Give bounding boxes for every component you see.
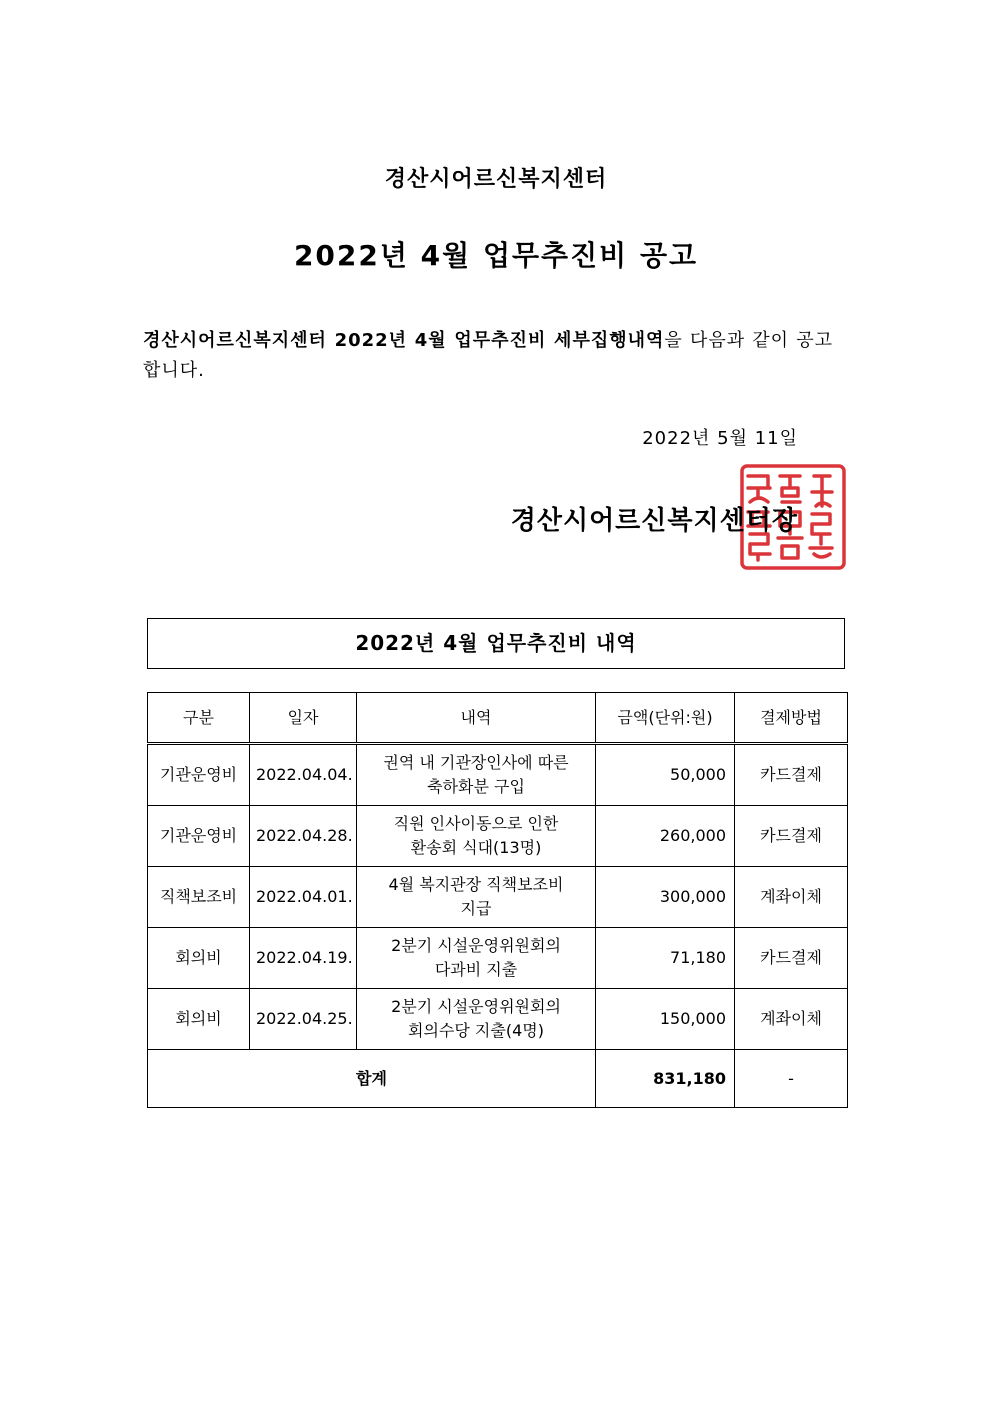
description-line: 2분기 시설운영위원회의 [391, 936, 561, 955]
total-label: 합계 [148, 1050, 596, 1108]
intro-paragraph [143, 326, 833, 386]
cell-payment-method: 계좌이체 [735, 989, 848, 1050]
notice-title: 2022년 4월 업무추진비 공고 [293, 239, 699, 272]
table-row [148, 806, 848, 867]
description-line: 회의수당 지출(4명) [408, 1021, 544, 1040]
table-row [148, 867, 848, 928]
header-payment-method: 결제방법 [735, 693, 848, 744]
header-amount: 금액(단위:원) [596, 693, 735, 744]
cell-amount: 260,000 [596, 806, 735, 867]
cell-payment-method: 카드결제 [735, 744, 848, 806]
cell-amount: 71,180 [596, 928, 735, 989]
total-row [148, 1050, 848, 1108]
cell-amount: 300,000 [596, 867, 735, 928]
cell-payment-method: 카드결제 [735, 928, 848, 989]
cell-amount: 50,000 [596, 744, 735, 806]
cell-description [357, 989, 596, 1050]
table-header-row [148, 693, 848, 744]
cell-category: 직책보조비 [148, 867, 250, 928]
cell-date: 2022.04.25. [250, 989, 357, 1050]
cell-payment-method: 카드결제 [735, 806, 848, 867]
description-line: 환송회 식대(13명) [410, 838, 542, 857]
description-line: 다과비 지출 [434, 960, 518, 979]
cell-date: 2022.04.28. [250, 806, 357, 867]
signer-name: 경산시어르신복지센터장 [510, 506, 798, 536]
table-row [148, 928, 848, 989]
total-amount: 831,180 [596, 1050, 735, 1108]
cell-date: 2022.04.19. [250, 928, 357, 989]
description-line: 권역 내 기관장인사에 따른 [383, 753, 569, 772]
cell-description [357, 928, 596, 989]
organization-title: 경산시어르신복지센터 [384, 167, 608, 192]
cell-category: 회의비 [148, 989, 250, 1050]
description-line: 직원 인사이동으로 인한 [393, 814, 559, 833]
cell-amount: 150,000 [596, 989, 735, 1050]
header-date: 일자 [250, 693, 357, 744]
description-line: 지급 [460, 899, 492, 918]
cell-date: 2022.04.01. [250, 867, 357, 928]
cell-date: 2022.04.04. [250, 744, 357, 806]
description-line: 축하화분 구입 [427, 777, 525, 796]
cell-payment-method: 계좌이체 [735, 867, 848, 928]
expense-table [147, 692, 848, 1108]
notice-date: 2022년 5월 11일 [642, 428, 798, 449]
header-category: 구분 [148, 693, 250, 744]
cell-category: 회의비 [148, 928, 250, 989]
table-row [148, 744, 848, 806]
total-payment-method: - [735, 1050, 848, 1108]
intro-text: 을 다음과 같이 공고합니다. [143, 330, 833, 381]
intro-bold-text: 경산시어르신복지센터 2022년 4월 업무추진비 세부집행내역 [143, 330, 665, 351]
cell-category: 기관운영비 [148, 806, 250, 867]
cell-description [357, 744, 596, 806]
description-line: 2분기 시설운영위원회의 [391, 997, 561, 1016]
table-title: 2022년 4월 업무추진비 내역 [147, 618, 845, 669]
cell-description [357, 867, 596, 928]
cell-category: 기관운영비 [148, 744, 250, 806]
description-line: 4월 복지관장 직책보조비 [388, 875, 564, 894]
header-description: 내역 [357, 693, 596, 744]
cell-description [357, 806, 596, 867]
table-row [148, 989, 848, 1050]
